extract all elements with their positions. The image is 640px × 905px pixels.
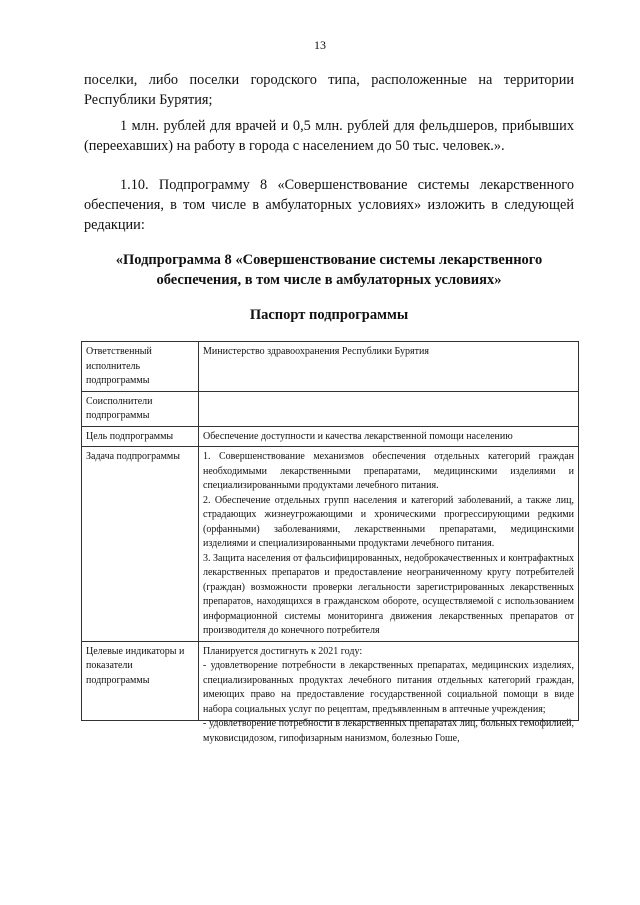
row-value-goal: Обеспечение доступности и качества лекарственной помощи населению	[199, 426, 579, 447]
row-value-indicators	[199, 641, 579, 744]
row-label-goal: Цель подпрограммы	[82, 426, 199, 447]
passport-table	[81, 341, 579, 744]
row-value-responsible: Министерство здравоохранения Республики Бурятия	[199, 342, 579, 392]
paragraph-amendment: 1.10. Подпрограмму 8 «Совершенствование системы лекарственного обеспечения, в том числе в амбулаторных условиях» изложить в следующей редакции:	[84, 177, 574, 233]
task-item: 3. Защита населения от фальсифицированных, недоброкачественных и контрафактных лекарственных препаратов и предоставление неограниченному кругу потребителей (граждан) возможности проверки легальности зарегистрированных лекарственных препаратов, находящихся в гражданском обороте, осуществляемой с использованием информационной системы мониторинга движения лекарственных препаратов от производителя до конечного потребителя	[203, 552, 574, 636]
row-value-tasks	[199, 447, 579, 642]
row-label-tasks: Задача подпрограммы	[82, 447, 199, 642]
task-item: 2. Обеспечение отдельных групп населения и категорий заболеваний, а также лиц, страдающих жизнеугрожающими и хроническими прогрессирующими редкими (орфанными) заболеваниями, лекарственными препаратами, медицинскими изделиями и специализированными продуктами лечебного питания.	[203, 494, 574, 549]
task-item: 1. Совершенствование механизмов обеспечения отдельных категорий граждан необходимыми лекарственными препаратами, медицинскими изделиями и специализированными продуктами лечебного питания.	[203, 451, 574, 491]
table-row	[82, 391, 579, 426]
table-row	[82, 342, 579, 392]
passport-title: Паспорт подпрограммы	[249, 307, 409, 323]
page-number: 13	[314, 38, 326, 52]
table-row	[82, 447, 579, 642]
indicator-item: - удовлетворение потребности в лекарственных препаратах лиц, больных гемофилией, муковисцидозом, гипофизарным нанизмом, болезнью Гоше,	[203, 718, 574, 744]
row-label-coexecutors: Соисполнители подпрограммы	[82, 391, 199, 426]
row-label-indicators: Целевые индикаторы и показатели подпрограммы	[82, 641, 199, 720]
table-row	[82, 426, 579, 447]
subprogram-title: «Подпрограмма 8 «Совершенствование системы лекарственного обеспечения, в том числе в амбулаторных условиях»	[115, 252, 543, 288]
paragraph-payments: 1 млн. рублей для врачей и 0,5 млн. рублей для фельдшеров, прибывших (переехавших) на работу в города с населением до 50 тыс. человек.».	[84, 118, 574, 154]
indicator-item: Планируется достигнуть к 2021 году:	[203, 645, 363, 657]
table-row	[82, 641, 579, 720]
row-value-coexecutors	[199, 391, 579, 426]
indicator-item: - удовлетворение потребности в лекарственных препаратах, медицинских изделиях, специализированных продуктах лечебного питания отдельных категорий граждан, имеющих право на предоставление государственной социальной помощи в виде набора социальных услуг по рецептам, предъявленным в аптечные учреждения;	[203, 660, 574, 715]
row-label-responsible: Ответственный исполнитель подпрограммы	[82, 342, 199, 392]
paragraph-settlements: поселки, либо поселки городского типа, расположенные на территории Республики Бурятия;	[84, 72, 574, 108]
